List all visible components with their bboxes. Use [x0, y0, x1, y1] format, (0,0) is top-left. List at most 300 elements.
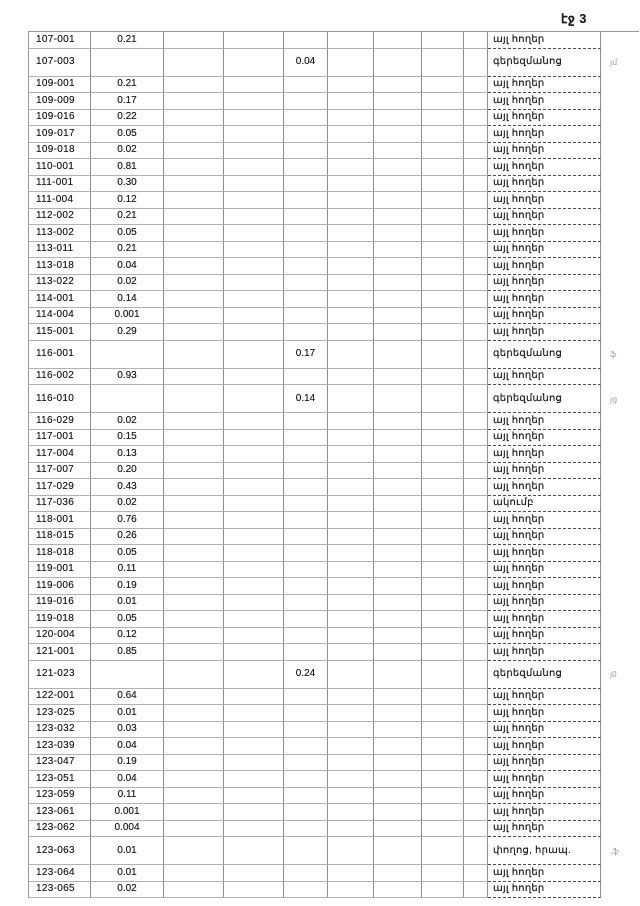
secondary-area-value — [284, 110, 328, 127]
empty-cell — [328, 324, 374, 341]
empty-cell — [328, 275, 374, 292]
parcel-code: 117-004 — [29, 446, 91, 463]
empty-cell — [328, 159, 374, 176]
area-value: 0.19 — [91, 578, 164, 595]
table-row — [29, 595, 639, 612]
empty-cell — [464, 562, 488, 579]
empty-cell — [422, 463, 464, 480]
empty-cell — [224, 755, 284, 772]
parcel-code: 113-002 — [29, 225, 91, 242]
land-use-label: այլ հողեր — [488, 308, 601, 325]
empty-cell — [422, 738, 464, 755]
empty-cell — [328, 529, 374, 546]
land-use-label: այլ հողեր — [488, 209, 601, 226]
empty-cell — [422, 837, 464, 865]
area-value: 0.04 — [91, 771, 164, 788]
empty-cell — [422, 821, 464, 838]
empty-cell — [374, 143, 422, 160]
margin-note — [601, 529, 639, 546]
area-value: 0.004 — [91, 821, 164, 838]
empty-cell — [464, 738, 488, 755]
area-value: 0.14 — [91, 291, 164, 308]
parcel-code: 109-017 — [29, 126, 91, 143]
table-row — [29, 413, 639, 430]
empty-cell — [224, 578, 284, 595]
area-value — [91, 385, 164, 413]
empty-cell — [464, 644, 488, 661]
empty-cell — [328, 661, 374, 689]
area-value: 0.02 — [91, 275, 164, 292]
table-row — [29, 562, 639, 579]
table-row — [29, 291, 639, 308]
empty-cell — [328, 32, 374, 49]
secondary-area-value — [284, 324, 328, 341]
parcel-code: 109-001 — [29, 77, 91, 94]
parcel-code: 122-001 — [29, 689, 91, 706]
table-row — [29, 804, 639, 821]
empty-cell — [164, 463, 224, 480]
land-use-label: այլ հողեր — [488, 110, 601, 127]
empty-cell — [224, 628, 284, 645]
parcel-code: 109-009 — [29, 93, 91, 110]
parcel-code: 118-001 — [29, 512, 91, 529]
empty-cell — [464, 192, 488, 209]
empty-cell — [164, 865, 224, 882]
empty-cell — [464, 882, 488, 899]
land-use-label: այլ հողեր — [488, 126, 601, 143]
parcel-code: 117-029 — [29, 479, 91, 496]
empty-cell — [328, 771, 374, 788]
empty-cell — [328, 837, 374, 865]
land-use-label: այլ հողեր — [488, 143, 601, 160]
empty-cell — [422, 446, 464, 463]
table-row — [29, 110, 639, 127]
empty-cell — [464, 143, 488, 160]
table-row — [29, 705, 639, 722]
area-value: 0.03 — [91, 722, 164, 739]
land-use-label: այլ հողեր — [488, 771, 601, 788]
empty-cell — [164, 430, 224, 447]
empty-cell — [464, 595, 488, 612]
margin-note — [601, 882, 639, 899]
empty-cell — [328, 49, 374, 77]
empty-cell — [374, 837, 422, 865]
table-row — [29, 529, 639, 546]
land-use-label: այլ հողեր — [488, 595, 601, 612]
table-row — [29, 143, 639, 160]
empty-cell — [224, 308, 284, 325]
secondary-area-value — [284, 463, 328, 480]
table-row — [29, 722, 639, 739]
margin-note — [601, 611, 639, 628]
empty-cell — [328, 446, 374, 463]
margin-note — [601, 865, 639, 882]
empty-cell — [464, 628, 488, 645]
parcel-code: 119-006 — [29, 578, 91, 595]
empty-cell — [374, 804, 422, 821]
empty-cell — [224, 275, 284, 292]
empty-cell — [464, 837, 488, 865]
empty-cell — [224, 837, 284, 865]
parcel-code: 118-018 — [29, 545, 91, 562]
empty-cell — [164, 341, 224, 369]
empty-cell — [328, 93, 374, 110]
empty-cell — [374, 463, 422, 480]
empty-cell — [224, 512, 284, 529]
empty-cell — [374, 341, 422, 369]
empty-cell — [464, 159, 488, 176]
land-use-label: այլ հողեր — [488, 291, 601, 308]
empty-cell — [224, 545, 284, 562]
margin-note — [601, 496, 639, 513]
area-value: 0.43 — [91, 479, 164, 496]
empty-cell — [164, 837, 224, 865]
margin-note — [601, 369, 639, 386]
empty-cell — [422, 882, 464, 899]
secondary-area-value — [284, 804, 328, 821]
secondary-area-value — [284, 562, 328, 579]
empty-cell — [464, 496, 488, 513]
margin-note — [601, 308, 639, 325]
land-use-label: այլ հողեր — [488, 275, 601, 292]
empty-cell — [164, 788, 224, 805]
secondary-area-value — [284, 126, 328, 143]
table-row — [29, 644, 639, 661]
empty-cell — [464, 275, 488, 292]
parcel-code: 123-065 — [29, 882, 91, 899]
empty-cell — [464, 49, 488, 77]
empty-cell — [422, 644, 464, 661]
secondary-area-value — [284, 308, 328, 325]
empty-cell — [422, 595, 464, 612]
empty-cell — [464, 291, 488, 308]
land-use-label: այլ հողեր — [488, 512, 601, 529]
empty-cell — [422, 369, 464, 386]
area-value: 0.02 — [91, 413, 164, 430]
margin-note: ֆ — [610, 350, 617, 359]
margin-note — [601, 110, 639, 127]
secondary-area-value — [284, 788, 328, 805]
land-use-label: գերեզմանոց — [488, 49, 601, 77]
table-row — [29, 369, 639, 386]
empty-cell — [374, 821, 422, 838]
empty-cell — [374, 110, 422, 127]
table-row — [29, 32, 639, 49]
empty-cell — [164, 32, 224, 49]
land-use-label: այլ հողեր — [488, 369, 601, 386]
empty-cell — [224, 143, 284, 160]
empty-cell — [224, 192, 284, 209]
secondary-area-value — [284, 611, 328, 628]
empty-cell — [328, 738, 374, 755]
area-value: 0.29 — [91, 324, 164, 341]
empty-cell — [224, 430, 284, 447]
margin-note — [601, 32, 639, 49]
margin-note — [601, 595, 639, 612]
empty-cell — [164, 446, 224, 463]
area-value: 0.30 — [91, 176, 164, 193]
empty-cell — [464, 705, 488, 722]
parcel-code: 109-018 — [29, 143, 91, 160]
parcel-code: 120-004 — [29, 628, 91, 645]
area-value: 0.01 — [91, 595, 164, 612]
margin-note: յ0 — [610, 670, 617, 679]
table-row — [29, 77, 639, 94]
empty-cell — [422, 661, 464, 689]
secondary-area-value — [284, 689, 328, 706]
secondary-area-value — [284, 176, 328, 193]
empty-cell — [374, 689, 422, 706]
empty-cell — [164, 882, 224, 899]
secondary-area-value — [284, 32, 328, 49]
empty-cell — [164, 595, 224, 612]
empty-cell — [164, 628, 224, 645]
land-use-label: այլ հողեր — [488, 865, 601, 882]
empty-cell — [328, 143, 374, 160]
parcel-code: 115-001 — [29, 324, 91, 341]
area-value: 0.05 — [91, 545, 164, 562]
empty-cell — [464, 722, 488, 739]
empty-cell — [464, 804, 488, 821]
empty-cell — [328, 512, 374, 529]
parcel-code: 119-016 — [29, 595, 91, 612]
empty-cell — [422, 578, 464, 595]
parcel-code: 123-059 — [29, 788, 91, 805]
empty-cell — [224, 385, 284, 413]
table-row — [29, 545, 639, 562]
empty-cell — [224, 496, 284, 513]
empty-cell — [164, 258, 224, 275]
empty-cell — [374, 562, 422, 579]
empty-cell — [374, 661, 422, 689]
empty-cell — [328, 308, 374, 325]
secondary-area-value — [284, 479, 328, 496]
table-row — [29, 341, 639, 369]
secondary-area-value — [284, 545, 328, 562]
empty-cell — [464, 110, 488, 127]
empty-cell — [328, 821, 374, 838]
empty-cell — [464, 126, 488, 143]
empty-cell — [328, 545, 374, 562]
empty-cell — [164, 308, 224, 325]
land-use-label: այլ հողեր — [488, 77, 601, 94]
parcel-code: 113-022 — [29, 275, 91, 292]
empty-cell — [328, 291, 374, 308]
empty-cell — [464, 242, 488, 259]
parcel-code: 119-018 — [29, 611, 91, 628]
empty-cell — [164, 369, 224, 386]
margin-note — [601, 644, 639, 661]
land-use-label: այլ հողեր — [488, 755, 601, 772]
area-value — [91, 661, 164, 689]
empty-cell — [464, 689, 488, 706]
empty-cell — [374, 479, 422, 496]
secondary-area-value — [284, 275, 328, 292]
empty-cell — [374, 865, 422, 882]
land-use-label: այլ հողեր — [488, 628, 601, 645]
empty-cell — [374, 275, 422, 292]
empty-cell — [422, 126, 464, 143]
empty-cell — [464, 413, 488, 430]
empty-cell — [328, 628, 374, 645]
area-value: 0.05 — [91, 611, 164, 628]
land-use-label: այլ հողեր — [488, 882, 601, 899]
margin-note — [601, 512, 639, 529]
secondary-area-value — [284, 496, 328, 513]
parcel-code: 116-001 — [29, 341, 91, 369]
empty-cell — [224, 722, 284, 739]
empty-cell — [422, 722, 464, 739]
empty-cell — [374, 628, 422, 645]
empty-cell — [374, 578, 422, 595]
parcel-code: 114-001 — [29, 291, 91, 308]
empty-cell — [164, 545, 224, 562]
empty-cell — [224, 176, 284, 193]
empty-cell — [374, 209, 422, 226]
empty-cell — [224, 258, 284, 275]
land-use-label: այլ հողեր — [488, 705, 601, 722]
empty-cell — [328, 722, 374, 739]
empty-cell — [164, 755, 224, 772]
empty-cell — [374, 529, 422, 546]
table-row — [29, 837, 639, 865]
area-value: 0.15 — [91, 430, 164, 447]
parcel-code: 113-011 — [29, 242, 91, 259]
empty-cell — [422, 545, 464, 562]
empty-cell — [328, 77, 374, 94]
empty-cell — [374, 771, 422, 788]
area-value: 0.02 — [91, 496, 164, 513]
table-row — [29, 159, 639, 176]
empty-cell — [422, 192, 464, 209]
table-row — [29, 738, 639, 755]
empty-cell — [464, 529, 488, 546]
table-row — [29, 479, 639, 496]
area-value: 0.05 — [91, 225, 164, 242]
land-use-label: այլ հողեր — [488, 324, 601, 341]
empty-cell — [422, 32, 464, 49]
empty-cell — [328, 413, 374, 430]
area-value: 0.17 — [91, 93, 164, 110]
table-row — [29, 430, 639, 447]
empty-cell — [164, 738, 224, 755]
empty-cell — [464, 258, 488, 275]
empty-cell — [164, 611, 224, 628]
empty-cell — [422, 77, 464, 94]
table-row — [29, 275, 639, 292]
empty-cell — [164, 578, 224, 595]
table-row — [29, 882, 639, 899]
empty-cell — [464, 755, 488, 772]
empty-cell — [224, 446, 284, 463]
empty-cell — [374, 32, 422, 49]
empty-cell — [164, 324, 224, 341]
empty-cell — [164, 705, 224, 722]
table-row — [29, 93, 639, 110]
margin-note — [601, 176, 639, 193]
empty-cell — [224, 788, 284, 805]
empty-cell — [422, 258, 464, 275]
empty-cell — [328, 595, 374, 612]
empty-cell — [164, 413, 224, 430]
empty-cell — [164, 821, 224, 838]
parcel-code: 117-007 — [29, 463, 91, 480]
table-row — [29, 209, 639, 226]
parcel-code: 112-002 — [29, 209, 91, 226]
table-row — [29, 258, 639, 275]
land-use-label: այլ հողեր — [488, 446, 601, 463]
margin-note — [601, 192, 639, 209]
empty-cell — [328, 882, 374, 899]
margin-note — [601, 463, 639, 480]
empty-cell — [164, 771, 224, 788]
parcel-code: 123-047 — [29, 755, 91, 772]
empty-cell — [374, 308, 422, 325]
empty-cell — [224, 225, 284, 242]
secondary-area-value — [284, 258, 328, 275]
margin-note — [601, 143, 639, 160]
parcel-code: 123-061 — [29, 804, 91, 821]
margin-note — [601, 225, 639, 242]
margin-note — [601, 77, 639, 94]
table-row — [29, 385, 639, 413]
empty-cell — [374, 93, 422, 110]
empty-cell — [464, 545, 488, 562]
empty-cell — [224, 324, 284, 341]
land-use-label: այլ հողեր — [488, 562, 601, 579]
empty-cell — [164, 275, 224, 292]
area-value: 0.01 — [91, 837, 164, 865]
area-value: 0.19 — [91, 755, 164, 772]
parcel-code: 121-001 — [29, 644, 91, 661]
empty-cell — [374, 291, 422, 308]
margin-note — [601, 446, 639, 463]
empty-cell — [224, 595, 284, 612]
empty-cell — [464, 93, 488, 110]
empty-cell — [164, 291, 224, 308]
parcel-code: 123-063 — [29, 837, 91, 865]
empty-cell — [464, 77, 488, 94]
empty-cell — [374, 176, 422, 193]
parcel-code: 116-002 — [29, 369, 91, 386]
empty-cell — [328, 110, 374, 127]
secondary-area-value — [284, 821, 328, 838]
land-use-label: այլ հողեր — [488, 159, 601, 176]
table-row — [29, 463, 639, 480]
secondary-area-value — [284, 209, 328, 226]
land-use-label: այլ հողեր — [488, 578, 601, 595]
area-value: 0.21 — [91, 77, 164, 94]
empty-cell — [422, 413, 464, 430]
empty-cell — [422, 430, 464, 447]
secondary-area-value — [284, 705, 328, 722]
land-use-label: այլ հողեր — [488, 32, 601, 49]
empty-cell — [374, 192, 422, 209]
table-row — [29, 788, 639, 805]
empty-cell — [224, 126, 284, 143]
empty-cell — [224, 479, 284, 496]
parcel-code: 114-004 — [29, 308, 91, 325]
empty-cell — [164, 661, 224, 689]
area-value: 0.21 — [91, 32, 164, 49]
empty-cell — [328, 258, 374, 275]
area-value: 0.01 — [91, 865, 164, 882]
margin-note — [601, 628, 639, 645]
parcel-code: 117-036 — [29, 496, 91, 513]
margin-note — [601, 689, 639, 706]
empty-cell — [374, 496, 422, 513]
land-use-label: այլ հողեր — [488, 225, 601, 242]
